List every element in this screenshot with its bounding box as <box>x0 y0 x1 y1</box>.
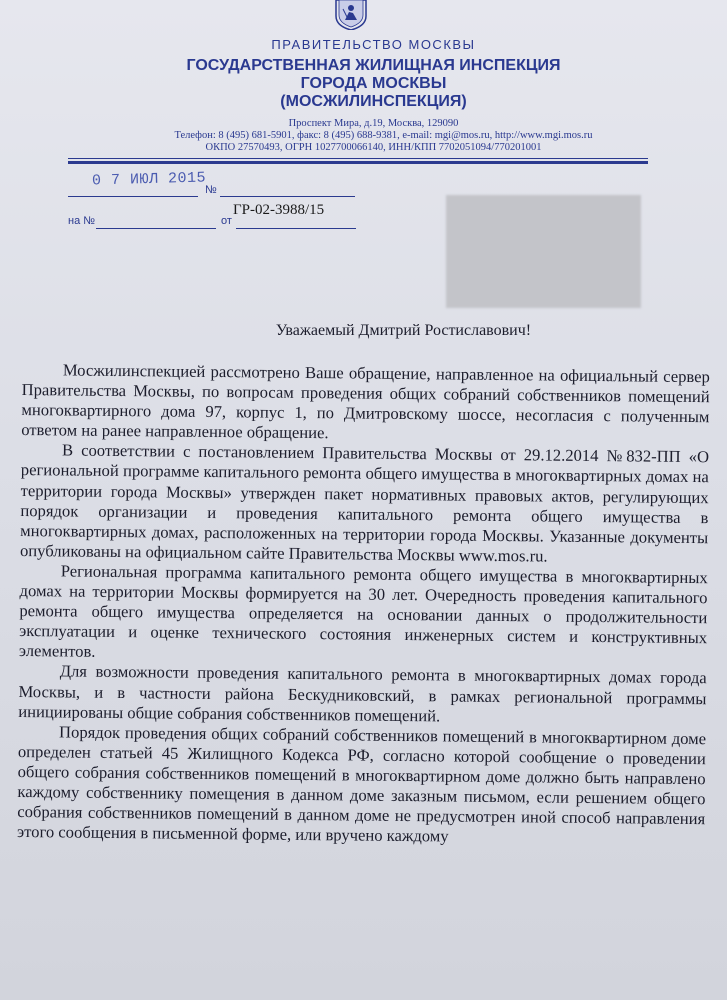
org-name-line2: ГОРОДА МОСКВЫ <box>300 75 447 92</box>
date-stamp: 0 7 ИЮЛ 2015 <box>91 169 207 190</box>
date-line <box>68 196 198 197</box>
org-name-line3: (МОСЖИЛИНСПЕКЦИЯ) <box>280 93 467 110</box>
header-rule-thick <box>68 161 648 164</box>
org-contacts: Телефон: 8 (495) 681-5901, факс: 8 (495) 688-9381, e-mail: mgi@mos.ru, http://www.mgi.mos.ru <box>174 130 593 141</box>
header-rule-thin <box>68 158 648 159</box>
from-label: от <box>221 215 232 227</box>
parent-org-title: ПРАВИТЕЛЬСТВО МОСКВЫ <box>271 37 476 52</box>
redacted-addressee-block <box>446 195 641 308</box>
org-codes: ОКПО 27570493, ОГРН 1027700066140, ИНН/КПП 7702051094/770201001 <box>205 142 542 153</box>
reply-to-line <box>96 228 216 229</box>
org-address: Проспект Мира, д.19, Москва, 129090 <box>288 118 459 129</box>
salutation: Уважаемый Дмитрий Ростиславович! <box>275 322 532 339</box>
letter-paragraph: Региональная программа капитального ремонта общего имущества в многоквартирных домах на территории Москвы формируется на 30 лет. Очередность проведения капитального ремонта общего имущества определяется на основании данных о продолжительности эксплуатации и оценке технического состояния инженерных систем и конструктивных элементов. <box>18 561 708 662</box>
from-line <box>236 228 356 229</box>
number-label: № <box>205 184 217 196</box>
moscow-coat-of-arms-icon <box>332 0 370 30</box>
reply-to-label: на № <box>68 215 96 227</box>
letter-paragraph: В соответствии с постановлением Правительства Москвы от 29.12.2014 №832-ПП «О региональной программе капитального ремонта общего имущества в многоквартирных домах на территории города Москвы» утвержден пакет нормативных правовых актов, регулирующих порядок организации и проведения капитального ремонта общего имущества в многоквартирных домах, расположенных на территории города Москвы. Указанные документы опубликованы на официальном сайте Правительства Москвы www.mos.ru. <box>19 440 710 566</box>
letter-paragraph: Для возможности проведения капитального ремонта в многоквартирных домах города Москвы, и в частности района Бескудниковский, в рамках региональной программы инициированы общие собрания собственников помещений. <box>18 661 707 725</box>
letter-paragraph: Мосжилинспекцией рассмотрено Ваше обращение, направленное на официальный сервер Правительства Москвы, по вопросам проведения общих собраний собственников помещений многоквартирного дома 97, корпус 1, по Дмитровскому шоссе, несогласия с полученным ответом на ранее направленное обращение. <box>21 360 710 443</box>
org-name-line1: ГОСУДАРСТВЕННАЯ ЖИЛИЩНАЯ ИНСПЕКЦИЯ <box>186 57 561 74</box>
letter-paragraph: Порядок проведения общих собраний собственников помещений в многоквартирном доме определен статьей 45 Жилищного Кодекса РФ, согласно которой сообщение о проведении общего собрания собственников помещений в многоквартирном доме должно быть направлено каждому собственнику помещения в данном доме заказным письмом, если решением общего собрания собственников помещений в данном доме не предусмотрен иной способ направления этого сообщения в письменной форме, или вручено каждому <box>16 722 707 846</box>
outgoing-number: ГР-02-3988/15 <box>233 202 325 218</box>
number-line <box>220 196 355 197</box>
letter-body <box>17 360 710 849</box>
